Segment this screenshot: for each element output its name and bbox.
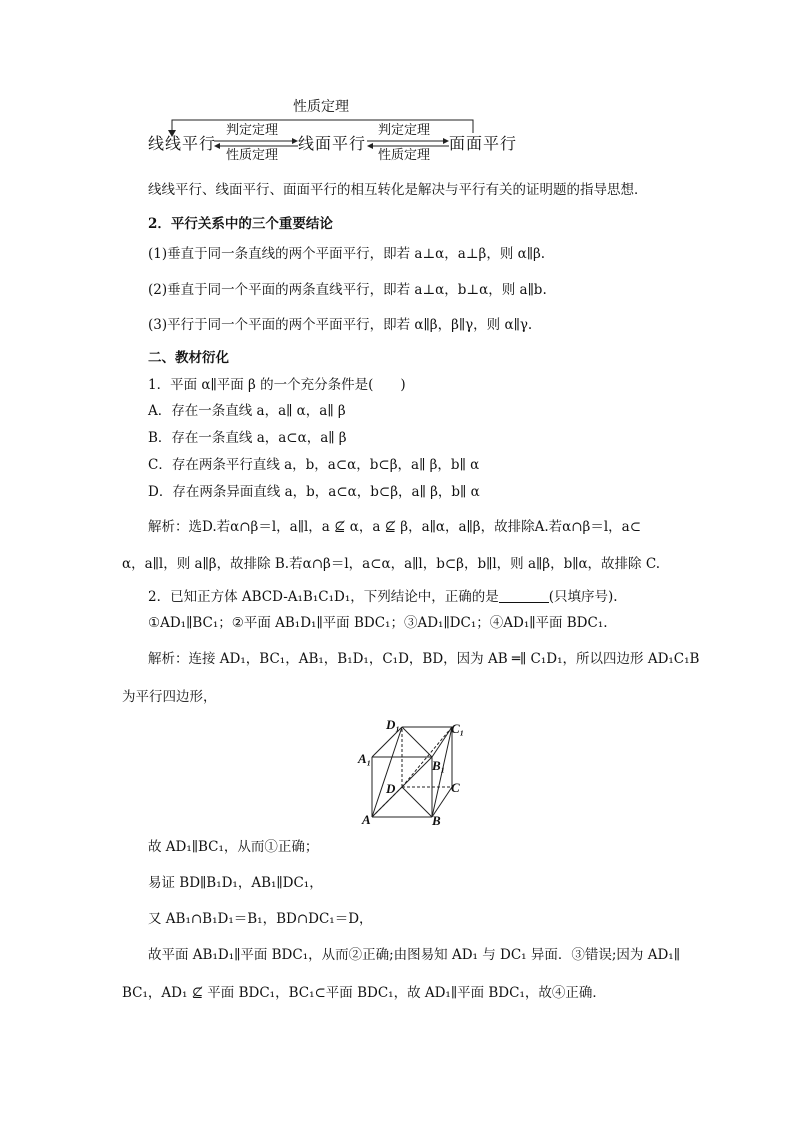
- q2-stem-tail: (只填序号).: [548, 589, 618, 605]
- q2-solution-line-5: 又 AB₁∩B₁D₁＝B₁，BD∩DC₁＝D，: [148, 911, 373, 927]
- q1-option-c: C．存在两条平行直线 a，b，a⊂α，b⊂β，a∥ β，b∥ α: [148, 457, 480, 473]
- arrow2-top-label: 判定定理: [378, 123, 431, 138]
- q1-solution-line-2: α，a∥l，则 a∥β，故排除 B.若α∩β＝l，a⊂α，a∥l，b⊂β，b∥l，则 a∥β，b∥α，故排除 C.: [122, 556, 660, 572]
- arrow1-top-label: 判定定理: [226, 123, 279, 138]
- conclusion-1: (1)垂直于同一条直线的两个平面平行，即若 a⊥α，a⊥β，则 α∥β.: [148, 246, 546, 262]
- q2-options: ①AD₁∥BC₁；②平面 AB₁D₁∥平面 BDC₁；③AD₁∥DC₁；④AD₁∥平面 BDC₁.: [148, 615, 608, 631]
- cube-label-c1: C₁: [451, 721, 465, 736]
- cube-label-d1: D₁: [386, 717, 400, 732]
- arrow2-bottom-label: 性质定理: [378, 148, 431, 163]
- q2-solution-line-2: 为平行四边形，: [122, 689, 217, 705]
- cube-label-b1: B₁: [432, 758, 446, 773]
- section-2-heading: 2．平行关系中的三个重要结论: [148, 216, 333, 232]
- summary-text: 线线平行、线面平行、面面平行的相互转化是解决与平行有关的证明题的指导思想．: [148, 182, 648, 198]
- q2-solution-line-3: 故 AD₁∥BC₁，从而①正确；: [148, 839, 319, 855]
- diagram-node-line-line: 线线平行: [148, 134, 217, 153]
- cube-label-b: B: [432, 813, 441, 828]
- q2-stem-text: 2．已知正方体 ABCD-A₁B₁C₁D₁，下列结论中，正确的是: [148, 589, 499, 605]
- conclusion-3: (3)平行于同一个平面的两个平面平行，即若 α∥β，β∥γ，则 α∥γ.: [148, 317, 533, 333]
- q2-solution-line-6: 故平面 AB₁D₁∥平面 BDC₁，从而②正确;由图易知 AD₁ 与 DC₁ 异面．③错误;因为 AD₁∥: [148, 947, 680, 963]
- q1-stem: 1．平面 α∥平面 β 的一个充分条件是( ): [148, 377, 406, 393]
- arrow1-bottom-label: 性质定理: [226, 148, 279, 163]
- diagram-node-plane-plane: 面面平行: [449, 134, 518, 153]
- q2-solution-line-4: 易证 BD∥B₁D₁，AB₁∥DC₁，: [148, 875, 323, 891]
- section-3-heading: 二、教材衍化: [148, 350, 229, 366]
- q1-solution-line-1: 解析：选D.若α∩β＝l，a∥l，a ⊈ α，a ⊈ β，a∥α，a∥β，故排除A.若α∩β＝l，a⊂: [148, 519, 642, 535]
- q1-option-d: D．存在两条异面直线 a，b，a⊂α，b⊂β，a∥ β，b∥ α: [148, 484, 480, 500]
- cube-label-d: D: [386, 781, 396, 796]
- diagram-node-line-plane: 线面平行: [298, 134, 367, 153]
- cube-label-c: C: [451, 780, 460, 795]
- conclusion-2: (2)垂直于同一个平面的两条直线平行，即若 a⊥α，b⊥α，则 a∥b.: [148, 282, 547, 298]
- q1-option-b: B．存在一条直线 a，a⊂α，a∥ β: [148, 430, 347, 446]
- diagram-top-label: 性质定理: [293, 99, 349, 115]
- cube-label-a1: A₁: [358, 751, 372, 766]
- q1-option-a: A．存在一条直线 a，a∥ α，a∥ β: [148, 403, 346, 419]
- cube-label-a: A: [362, 812, 371, 827]
- q2-solution-line-7: BC₁，AD₁ ⊈ 平面 BDC₁，BC₁⊂平面 BDC₁，故 AD₁∥平面 BDC₁，故④正确．: [122, 985, 606, 1001]
- q2-solution-line-1: 解析：连接 AD₁，BC₁，AB₁，B₁D₁，C₁D，BD，因为 AB ═∥ C₁D₁，所以四边形 AD₁C₁B: [148, 651, 700, 667]
